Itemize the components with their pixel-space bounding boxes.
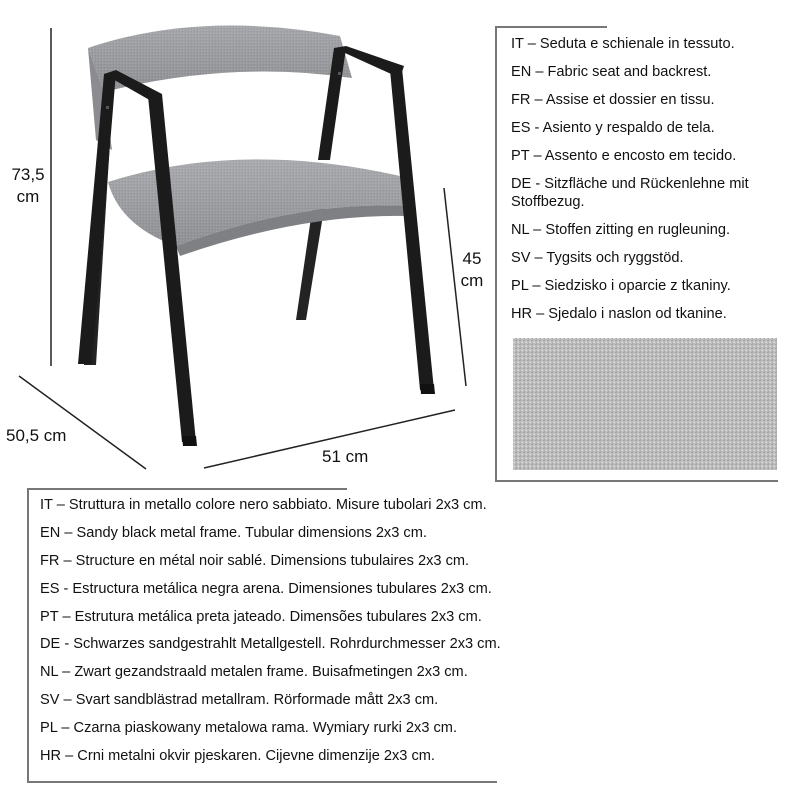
fabric-swatch: [513, 338, 777, 470]
depth-label: 50,5 cm: [6, 426, 67, 445]
list-item: ES - Asiento y respaldo de tela.: [511, 120, 715, 136]
list-item: SV – Svart sandblästrad metallram. Rörformade mått 2x3 cm.: [40, 692, 439, 709]
panel-divider: [495, 26, 497, 482]
width-label: 51 cm: [322, 447, 369, 466]
upholstery-list: [511, 35, 775, 333]
list-item: PL – Siedzisko i oparcie z tkaniny.: [511, 278, 731, 294]
list-item: IT – Seduta e schienale in tessuto.: [511, 36, 735, 52]
seat-height-label: 45 cm: [460, 249, 484, 290]
list-item: PL – Czarna piaskowany metalowa rama. Wymiary rurki 2x3 cm.: [40, 720, 458, 737]
list-item: SV – Tygsits och ryggstöd.: [511, 250, 684, 266]
panel-divider: [495, 26, 607, 28]
list-item: NL – Stoffen zitting en rugleuning.: [511, 222, 731, 238]
height-label: [6, 164, 50, 208]
list-item: PT – Estrutura metálica preta jateado. Dimensões tubulares 2x3 cm.: [40, 608, 482, 625]
list-item: EN – Sandy black metal frame. Tubular dimensions 2x3 cm.: [40, 524, 427, 541]
list-item: FR – Assise et dossier en tissu.: [511, 92, 715, 108]
list-item: DE - Schwarzes sandgestrahlt Metallgestell. Rohrdurchmesser 2x3 cm.: [40, 636, 501, 653]
list-item: DE - Sitzfläche und Rückenlehne mit Stoffbezug.: [511, 176, 749, 210]
list-item: PT – Assento e encosto em tecido.: [511, 148, 737, 164]
upholstery-panel: [495, 26, 778, 482]
height-value: 73,5 cm: [11, 165, 45, 206]
list-item: FR – Structure en métal noir sablé. Dimensions tubulaires 2x3 cm.: [40, 552, 470, 569]
list-item: IT – Struttura in metallo colore nero sabbiato. Misure tubolari 2x3 cm.: [40, 497, 487, 513]
panel-divider: [495, 480, 778, 482]
list-item: HR – Sjedalo i naslon od tkanine.: [511, 306, 727, 322]
frame-list: [40, 496, 501, 775]
list-item: HR – Crni metalni okvir pjeskaren. Cijevne dimenzije 2x3 cm.: [40, 748, 435, 765]
list-item: ES - Estructura metálica negra arena. Dimensiones tubulares 2x3 cm.: [40, 580, 492, 597]
panel-divider: [27, 488, 29, 783]
list-item: EN – Fabric seat and backrest.: [511, 64, 712, 80]
frame-panel: [27, 488, 501, 783]
list-item: NL – Zwart gezandstraald metalen frame. Buisafmetingen 2x3 cm.: [40, 664, 468, 681]
depth-line: [19, 376, 146, 469]
panel-divider: [27, 488, 347, 490]
panel-divider: [27, 781, 497, 783]
